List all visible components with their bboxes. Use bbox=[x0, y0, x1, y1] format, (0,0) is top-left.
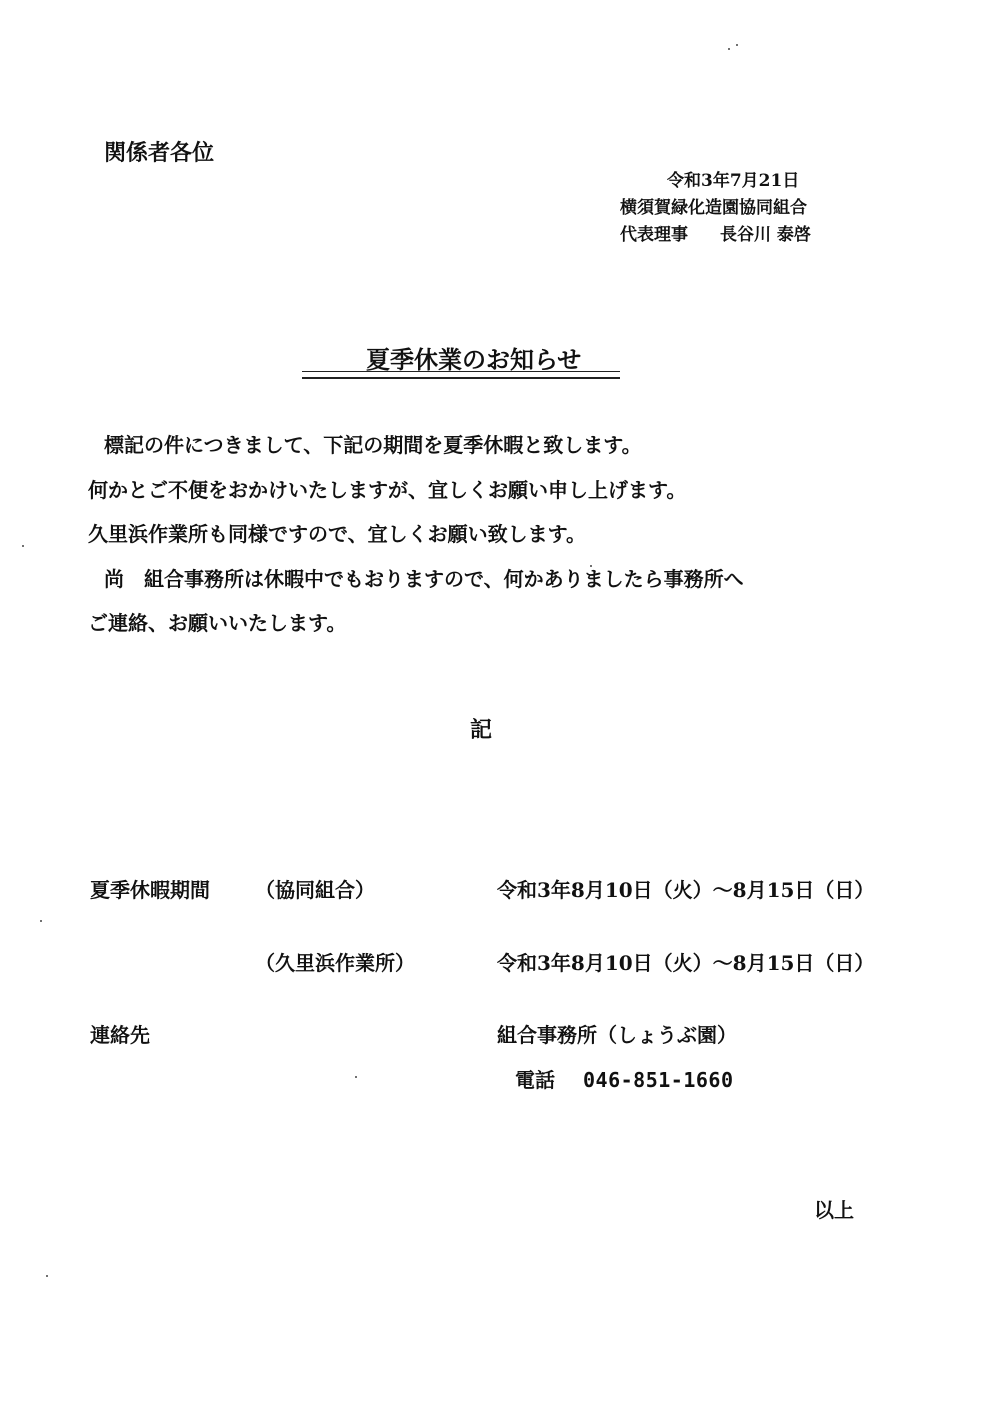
body-line-1: 標記の件につきまして、下記の期間を夏季休暇と致します。 bbox=[104, 433, 642, 457]
kurihama-label: （久里浜作業所） bbox=[255, 951, 415, 975]
scan-speck bbox=[40, 920, 42, 922]
addressee: 関係者各位 bbox=[104, 140, 215, 166]
kyodo-label: （協同組合） bbox=[255, 878, 375, 902]
scan-speck bbox=[355, 1076, 357, 1078]
scan-speck bbox=[46, 1275, 48, 1277]
body-line-5: ご連絡、お願いいたします。 bbox=[88, 611, 347, 635]
period-label: 夏季休暇期間 bbox=[90, 878, 210, 902]
scan-speck bbox=[728, 48, 730, 50]
body-line-4 bbox=[88, 557, 744, 602]
representative-name: 長谷川 泰啓 bbox=[720, 225, 811, 245]
contact-phone bbox=[515, 1064, 734, 1093]
scan-speck bbox=[736, 44, 738, 46]
body-line-4-text: 組合事務所は休暇中でもおりますので、何かありましたら事務所へ bbox=[144, 566, 744, 591]
phone-number: 046-851-1660 bbox=[583, 1068, 734, 1092]
phone-label: 電話 bbox=[515, 1068, 555, 1092]
organization-name: 横須賀緑化造園協同組合 bbox=[620, 198, 807, 218]
title-underline bbox=[302, 371, 620, 379]
contact-office: 組合事務所（しょうぶ園） bbox=[497, 1023, 737, 1047]
issue-date: 令和3年7月21日 bbox=[667, 171, 800, 191]
notice-title: 夏季休業のお知らせ bbox=[366, 345, 582, 374]
representative-title: 代表理事 bbox=[620, 225, 688, 245]
kyodo-period: 令和3年8月10日（火）～8月15日（日） bbox=[497, 878, 875, 902]
body-line-4-lead: 尚 bbox=[104, 566, 124, 591]
representative bbox=[620, 222, 811, 249]
scan-speck bbox=[22, 545, 24, 547]
sender-block bbox=[620, 168, 811, 249]
closing-remark: 以上 bbox=[814, 1198, 854, 1222]
body-line-2: 何かとご不便をおかけいたしますが、宜しくお願い申し上げます。 bbox=[88, 477, 687, 502]
contact-label: 連絡先 bbox=[90, 1023, 150, 1047]
scan-speck bbox=[590, 565, 592, 567]
body-text bbox=[88, 423, 744, 646]
body-line-3: 久里浜作業所も同様ですので、宜しくお願い致します。 bbox=[88, 522, 586, 546]
kurihama-period: 令和3年8月10日（火）～8月15日（日） bbox=[497, 951, 875, 975]
ki-heading: 記 bbox=[470, 717, 493, 743]
